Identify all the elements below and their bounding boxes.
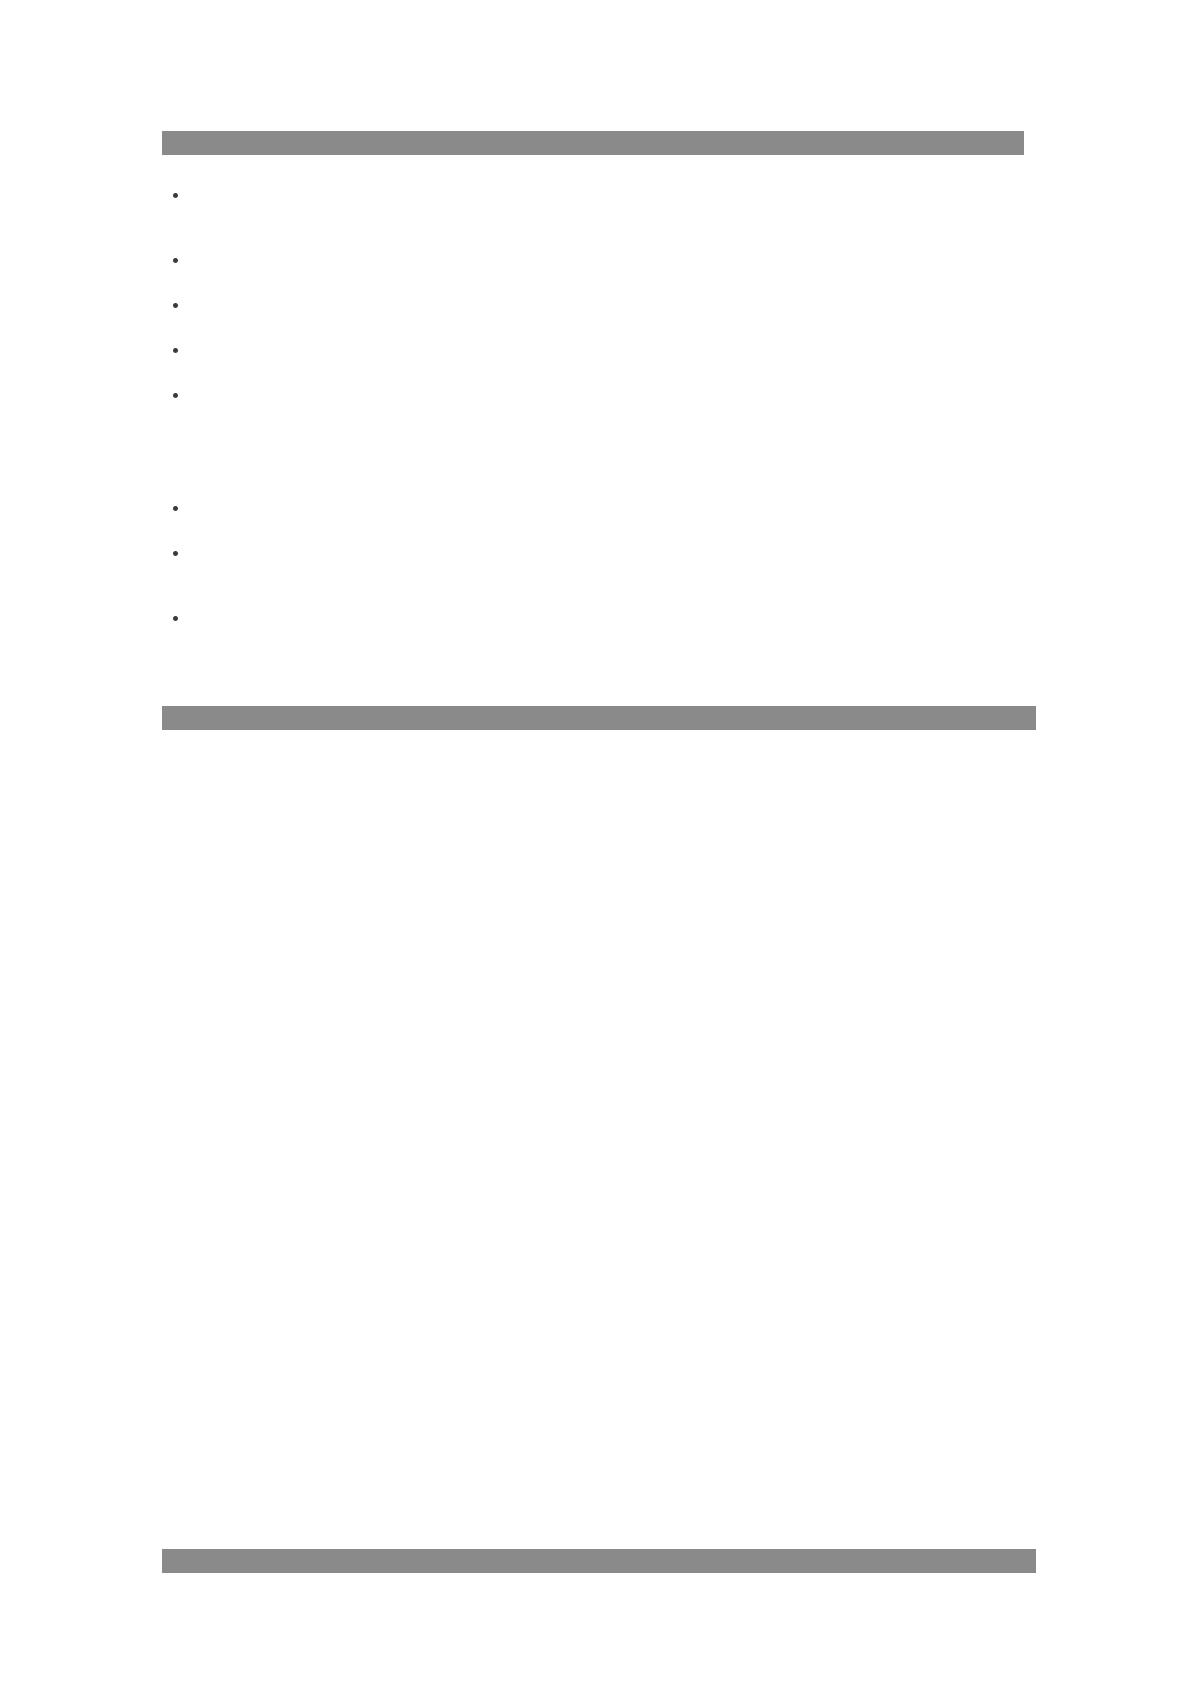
list-item (170, 386, 1036, 426)
methodology-paragraph (186, 1201, 1022, 1328)
methodology-paragraph (186, 1106, 1022, 1170)
bullet-icon (173, 193, 178, 198)
objectives-section-bar (162, 131, 1024, 155)
bullet-icon (173, 551, 178, 556)
objectives-group-2 (170, 497, 1036, 654)
objectives-group-1-list (170, 186, 1036, 426)
list-item (170, 341, 1036, 381)
methodology-paragraph (186, 756, 1022, 862)
list-item (170, 186, 1036, 246)
methodology-section-bar (162, 706, 1036, 730)
bullet-icon (173, 616, 178, 621)
methodology-paragraph (186, 989, 1022, 1074)
list-item (170, 609, 1036, 649)
list-item (170, 544, 1036, 604)
objectives-group-1 (170, 184, 1036, 431)
bullet-icon (173, 393, 178, 398)
objectives-group-2-list (170, 499, 1036, 649)
list-item (170, 296, 1036, 336)
list-item (170, 499, 1036, 539)
methodology-paragraph (186, 1360, 1022, 1466)
bullet-icon (173, 348, 178, 353)
methodology-paragraph (186, 893, 1022, 957)
footer-section-bar (162, 1549, 1036, 1573)
bullet-icon (173, 303, 178, 308)
list-item (170, 251, 1036, 291)
bullet-icon (173, 506, 178, 511)
bullet-icon (173, 258, 178, 263)
